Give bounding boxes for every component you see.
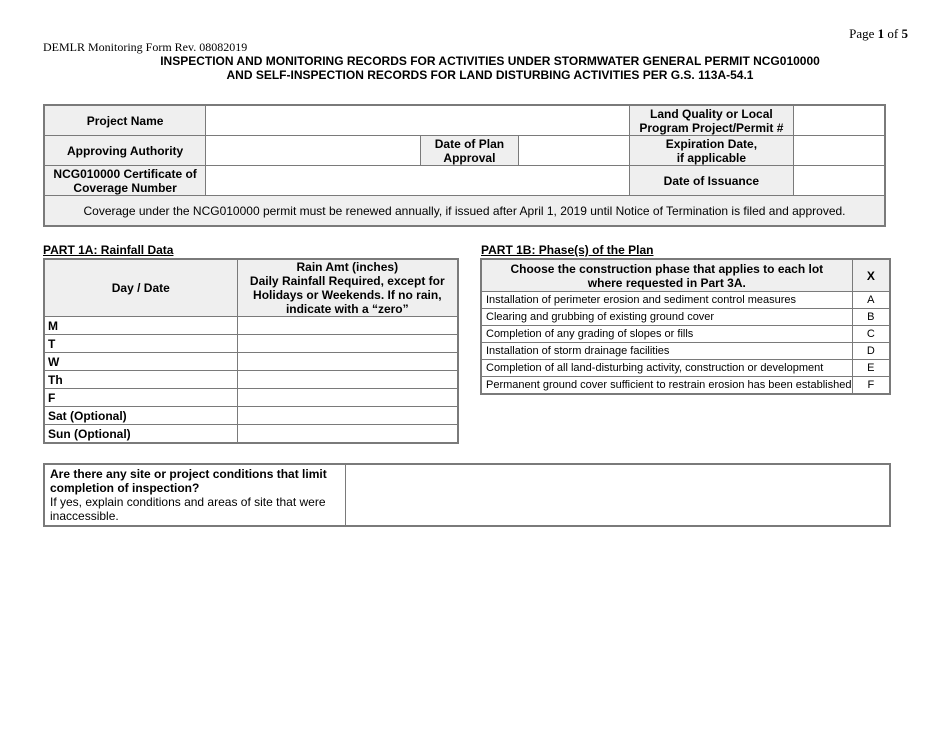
table-row xyxy=(44,335,458,353)
rain-amount-field[interactable] xyxy=(237,371,458,389)
rain-amount-field[interactable] xyxy=(237,353,458,371)
phase-code[interactable]: F xyxy=(852,377,890,395)
phase-description: Installation of storm drainage facilities xyxy=(481,343,852,360)
rain-amount-header: Rain Amt (inches) Daily Rainfall Required, except for Holidays or Weekends. If no rain, indicate with a “zero” xyxy=(237,259,458,317)
table-row xyxy=(44,407,458,425)
table-row xyxy=(44,317,458,335)
project-info-table xyxy=(43,104,886,227)
table-row xyxy=(44,353,458,371)
permit-number-label: Land Quality or Local Program Project/Permit # xyxy=(630,105,794,136)
rain-amount-field[interactable] xyxy=(237,317,458,335)
issuance-date-field[interactable] xyxy=(793,166,885,196)
table-row xyxy=(481,292,890,309)
project-name-label: Project Name xyxy=(44,105,206,136)
day-label: F xyxy=(44,389,237,407)
rain-amount-field[interactable] xyxy=(237,407,458,425)
phase-description: Installation of perimeter erosion and sediment control measures xyxy=(481,292,852,309)
day-date-header: Day / Date xyxy=(44,259,237,317)
day-label: Sun (Optional) xyxy=(44,425,237,444)
rain-amount-field[interactable] xyxy=(237,425,458,444)
site-conditions-table xyxy=(43,463,891,527)
phase-x-header: X xyxy=(852,259,890,292)
phase-description: Completion of all land-disturbing activity, construction or development xyxy=(481,360,852,377)
phase-table xyxy=(480,258,891,395)
table-row xyxy=(481,343,890,360)
day-label: Sat (Optional) xyxy=(44,407,237,425)
project-name-field[interactable] xyxy=(206,105,630,136)
permit-number-field[interactable] xyxy=(793,105,885,136)
page-number: Page 1 of 5 xyxy=(849,26,908,41)
phase-description: Clearing and grubbing of existing ground cover xyxy=(481,309,852,326)
phase-code[interactable]: A xyxy=(852,292,890,309)
phase-header: Choose the construction phase that applies to each lot where requested in Part 3A. xyxy=(481,259,852,292)
rainfall-table xyxy=(43,258,459,444)
issuance-date-label: Date of Issuance xyxy=(630,166,794,196)
day-label: M xyxy=(44,317,237,335)
day-label: W xyxy=(44,353,237,371)
table-row xyxy=(481,326,890,343)
table-row xyxy=(44,389,458,407)
phase-code[interactable]: B xyxy=(852,309,890,326)
phase-code[interactable]: E xyxy=(852,360,890,377)
phase-description: Permanent ground cover sufficient to restrain erosion has been established xyxy=(481,377,852,395)
phase-description: Completion of any grading of slopes or fills xyxy=(481,326,852,343)
site-conditions-field[interactable] xyxy=(346,464,891,526)
day-label: Th xyxy=(44,371,237,389)
table-row xyxy=(481,377,890,395)
day-label: T xyxy=(44,335,237,353)
coverage-note: Coverage under the NCG010000 permit must be renewed annually, if issued after April 1, 2019 until Notice of Termination is filed and approved. xyxy=(44,196,885,227)
form-revision: DEMLR Monitoring Form Rev. 08082019 xyxy=(43,40,248,54)
rain-amount-field[interactable] xyxy=(237,335,458,353)
expiration-date-field[interactable] xyxy=(793,136,885,166)
table-row xyxy=(44,371,458,389)
table-row xyxy=(481,309,890,326)
phase-code[interactable]: D xyxy=(852,343,890,360)
plan-approval-date-label: Date of Plan Approval xyxy=(420,136,519,166)
plan-approval-date-field[interactable] xyxy=(519,136,630,166)
expiration-date-label: Expiration Date, if applicable xyxy=(630,136,794,166)
phase-code[interactable]: C xyxy=(852,326,890,343)
form-title-line2: AND SELF-INSPECTION RECORDS FOR LAND DISTURBING ACTIVITIES PER G.S. 113A-54.1 xyxy=(226,68,754,82)
rain-amount-field[interactable] xyxy=(237,389,458,407)
table-row xyxy=(44,425,458,444)
form-title-line1: INSPECTION AND MONITORING RECORDS FOR ACTIVITIES UNDER STORMWATER GENERAL PERMIT NCG010000 xyxy=(160,54,820,68)
certificate-number-field[interactable] xyxy=(206,166,630,196)
table-row xyxy=(481,360,890,377)
approving-authority-label: Approving Authority xyxy=(44,136,206,166)
approving-authority-field[interactable] xyxy=(206,136,420,166)
site-conditions-question: Are there any site or project conditions that limit completion of inspection? If yes, explain conditions and areas of site that were inaccessible. xyxy=(44,464,346,526)
part1b-heading: PART 1B: Phase(s) of the Plan xyxy=(481,243,654,257)
certificate-number-label: NCG010000 Certificate of Coverage Number xyxy=(44,166,206,196)
part1a-heading: PART 1A: Rainfall Data xyxy=(43,243,174,257)
